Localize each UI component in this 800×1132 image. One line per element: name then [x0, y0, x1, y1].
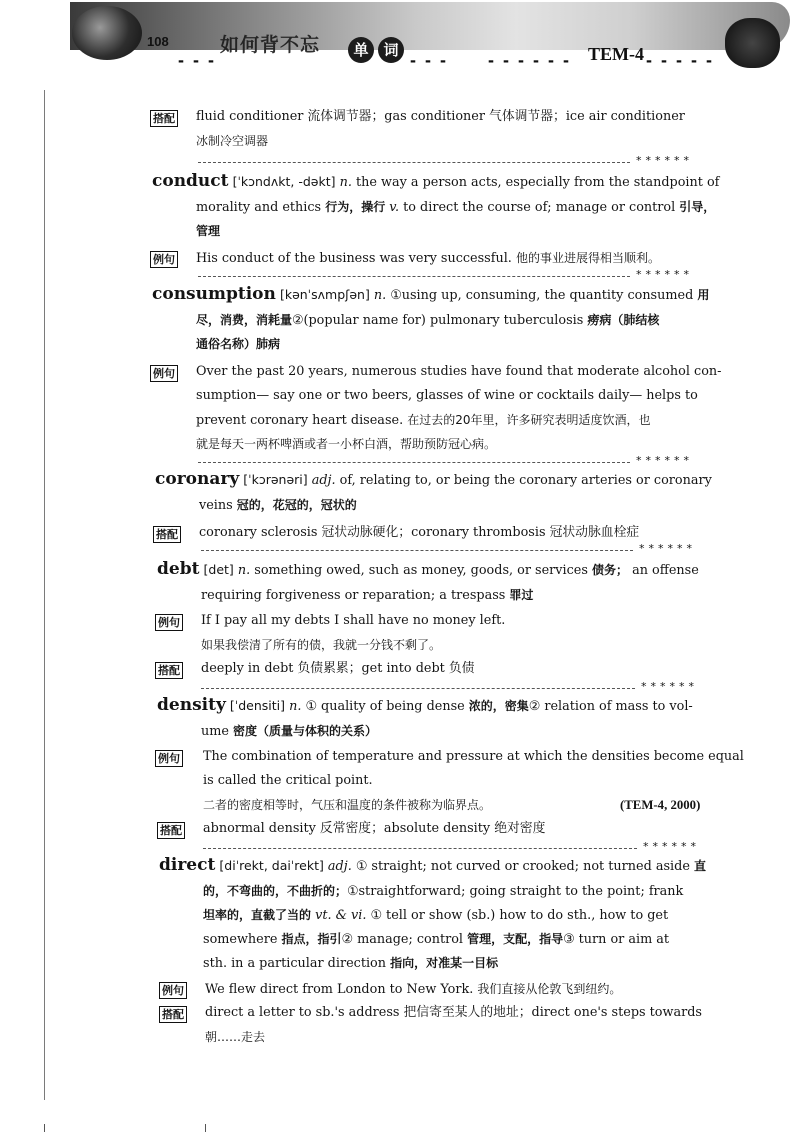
example-cn: 在过去的20年里，许多研究表明适度饮酒，也 — [407, 413, 651, 427]
part-of-speech: n. — [369, 288, 391, 303]
definition-cn: 行为，操行 — [325, 200, 386, 214]
entry-separator — [198, 162, 630, 163]
separator-stars: ****** — [643, 840, 700, 853]
definition-text: of, relating to, or being the coronary arteries or coronary — [339, 473, 712, 488]
example-cn: 如果我偿清了所有的债，我就一分钱不剩了。 — [201, 638, 442, 652]
example-cn: 他的事业进展得相当顺利。 — [515, 251, 660, 265]
collocation-tag: 搭配 — [159, 1006, 187, 1023]
example-en: We flew direct from London to New York. — [205, 982, 478, 997]
phonetic: [kənˈsʌmpʃən] — [279, 287, 370, 302]
part-of-speech: n. — [233, 563, 255, 578]
header-dashes: - - - — [178, 50, 216, 70]
entry-separator — [201, 550, 633, 551]
example-en: is called the critical point. — [203, 773, 373, 788]
collocation-text: fluid conditioner 流体调节器；gas conditioner 气体调节器；ice air conditioner — [196, 109, 685, 124]
example-tag: 例句 — [150, 251, 178, 268]
example-sentence — [196, 409, 651, 432]
entry-conduct-line-1 — [152, 170, 719, 194]
definition-cn: 通俗名称）肺病 — [196, 337, 281, 351]
definition-text: ①straightforward; going straight to the point; frank — [347, 884, 684, 899]
example-en: His conduct of the business was very successful. — [196, 251, 516, 266]
collocation-text: direct a letter to sb.'s address 把信寄至某人的地址；direct one's steps towards — [205, 1005, 702, 1020]
entry-separator — [198, 276, 630, 277]
example-en: sumption— say one or two beers, glasses of wine or cocktails daily— helps to — [196, 388, 698, 403]
example-tag: 例句 — [150, 365, 178, 382]
entry-coronary-line-1 — [155, 468, 712, 492]
entry-density-line-2 — [201, 720, 377, 743]
entry-consumption-line-2 — [196, 309, 659, 332]
collocation-tag: 搭配 — [150, 110, 178, 127]
definition-cn: 直 — [693, 859, 706, 873]
headword: coronary — [155, 469, 240, 489]
headword: debt — [157, 559, 200, 579]
example-en: The combination of temperature and pressure at which the densities become equal — [203, 749, 744, 764]
separator-stars: ****** — [639, 542, 696, 555]
definition-text: requiring forgiveness or reparation; a trespass — [201, 588, 510, 603]
part-of-speech: v. — [385, 200, 404, 215]
definition-text: to direct the course of; manage or control — [403, 200, 680, 215]
header-decorative-blob-right — [725, 18, 780, 68]
phonetic: [diˈrekt, daiˈrekt] — [219, 858, 324, 873]
entry-direct-line-3 — [203, 904, 668, 927]
example-tag: 例句 — [159, 982, 187, 999]
definition-cn: 痨病（肺结核 — [587, 313, 660, 327]
definition-cn: 罪过 — [509, 588, 534, 602]
definition-text: ① tell or show (sb.) how to do sth., how to get — [370, 908, 669, 923]
entry-debt-line-1 — [157, 558, 699, 582]
definition-text: ③ turn or aim at — [563, 932, 670, 947]
collocation-text: coronary sclerosis 冠状动脉硬化；coronary thrombosis 冠状动脉血栓症 — [199, 525, 640, 540]
header-dashes: - - - - - - — [488, 50, 571, 70]
header-book-title: 如何背不忘 — [220, 34, 321, 56]
example-cn: 我们直接从伦敦飞到纽约。 — [477, 982, 622, 996]
definition-text: morality and ethics — [196, 200, 326, 215]
bottom-tick — [205, 1124, 206, 1132]
header-decorative-band — [70, 2, 790, 50]
part-of-speech: adj. — [307, 473, 340, 488]
definition-text: ②(popular name for) pulmonary tuberculosis — [292, 313, 588, 328]
headword: consumption — [152, 284, 276, 304]
entry-consumption-line-1 — [152, 283, 709, 307]
example-tag: 例句 — [155, 614, 183, 631]
header-dashes: - - - - - — [646, 50, 714, 70]
definition-cn: 的，不弯曲的，不曲折的； — [203, 884, 348, 898]
definition-text: somewhere — [203, 932, 282, 947]
header-circle-char-1: 单 — [348, 37, 374, 63]
example-tag: 例句 — [155, 750, 183, 767]
collocation-tag: 搭配 — [153, 526, 181, 543]
header-circle-char-2: 词 — [378, 37, 404, 63]
source-citation: (TEM-4, 2000) — [620, 798, 701, 812]
separator-stars: ****** — [641, 680, 698, 693]
definition-text: an offense — [628, 563, 699, 578]
definition-cn: 管理 — [196, 224, 221, 238]
example-en: If I pay all my debts I shall have no money left. — [201, 613, 506, 628]
collocation-tag: 搭配 — [155, 662, 183, 679]
page-header — [0, 0, 800, 78]
definition-text: ② manage; control — [341, 932, 468, 947]
collocation-text: abnormal density 反常密度；absolute density 绝对密度 — [203, 821, 546, 836]
definition-cn: 密度（质量与体积的关系） — [233, 724, 378, 738]
definition-cn: 债务； — [592, 563, 629, 577]
header-series-label: TEM-4 — [588, 44, 644, 64]
entry-separator — [201, 688, 635, 689]
bottom-tick — [44, 1124, 45, 1132]
phonetic: [ˈkɔndʌkt, -dəkt] — [232, 174, 336, 189]
part-of-speech: adj. — [323, 859, 356, 874]
entry-conduct-line-2 — [196, 196, 715, 219]
definition-text: the way a person acts, especially from the standpoint of — [355, 175, 720, 190]
separator-stars: ****** — [636, 454, 693, 467]
collocation-tag: 搭配 — [157, 822, 185, 839]
headword: direct — [159, 855, 216, 875]
entry-direct-line-2 — [203, 880, 683, 903]
definition-text: ① quality of being dense — [305, 699, 469, 714]
part-of-speech: n. — [285, 699, 306, 714]
definition-text: veins — [199, 498, 237, 513]
definition-cn: 尽，消费，消耗量 — [196, 313, 293, 327]
definition-text: ume — [201, 724, 234, 739]
entry-direct-line-4 — [203, 928, 669, 951]
phonetic: [ˈkɔrənəri] — [243, 472, 308, 487]
example-sentence — [196, 247, 660, 270]
definition-text: ①using up, consuming, the quantity consumed — [390, 288, 698, 303]
header-dashes: - - - — [410, 50, 448, 70]
entry-density-line-1 — [157, 694, 693, 718]
definition-cn: 指点，指引 — [281, 932, 342, 946]
example-sentence — [205, 978, 621, 1001]
headword: density — [157, 695, 226, 715]
collocation-text: 冰制冷空调器 — [196, 134, 269, 148]
definition-cn: 浓的，密集 — [468, 699, 529, 713]
definition-text: something owed, such as money, goods, or services — [254, 563, 592, 578]
entry-coronary-line-2 — [199, 494, 357, 517]
collocation-text: deeply in debt 负债累累；get into debt 负债 — [201, 661, 475, 676]
part-of-speech: n. — [339, 175, 352, 190]
definition-cn: 冠的，花冠的，冠状的 — [236, 498, 357, 512]
phonetic: [det] — [203, 562, 234, 577]
header-decorative-blob-left — [72, 6, 142, 60]
entry-debt-line-2 — [201, 584, 533, 607]
headword: conduct — [152, 171, 229, 191]
entry-direct-line-1 — [159, 854, 706, 878]
collocation-text: 朝……走去 — [205, 1030, 266, 1044]
definition-cn: 引导， — [679, 200, 716, 214]
definition-cn: 指向，对准某一目标 — [390, 956, 499, 970]
definition-cn: 坦率的，直截了当的 — [203, 908, 312, 922]
phonetic: [ˈdensiti] — [229, 698, 286, 713]
definition-text: sth. in a particular direction — [203, 956, 391, 971]
definition-cn: 用 — [697, 288, 710, 302]
example-en: prevent coronary heart disease. — [196, 413, 408, 428]
left-margin-rule — [44, 90, 45, 1100]
example-cn: 二者的密度相等时，气压和温度的条件被称为临界点。 — [203, 798, 492, 812]
entry-separator — [203, 848, 637, 849]
separator-stars: ****** — [636, 268, 693, 281]
definition-text: ② relation of mass to vol- — [528, 699, 693, 714]
example-cn: 就是每天一两杯啤酒或者一小杯白酒，帮助预防冠心病。 — [196, 437, 497, 451]
entry-separator — [198, 462, 630, 463]
part-of-speech: vt. & vi. — [311, 908, 371, 923]
separator-stars: ****** — [636, 154, 693, 167]
definition-cn: 管理，支配，指导 — [467, 932, 564, 946]
example-en: Over the past 20 years, numerous studies have found that moderate alcohol con- — [196, 364, 722, 379]
definition-text: ① straight; not curved or crooked; not turned aside — [355, 859, 694, 874]
page-number: 108 — [147, 34, 169, 49]
entry-direct-line-5 — [203, 952, 498, 975]
